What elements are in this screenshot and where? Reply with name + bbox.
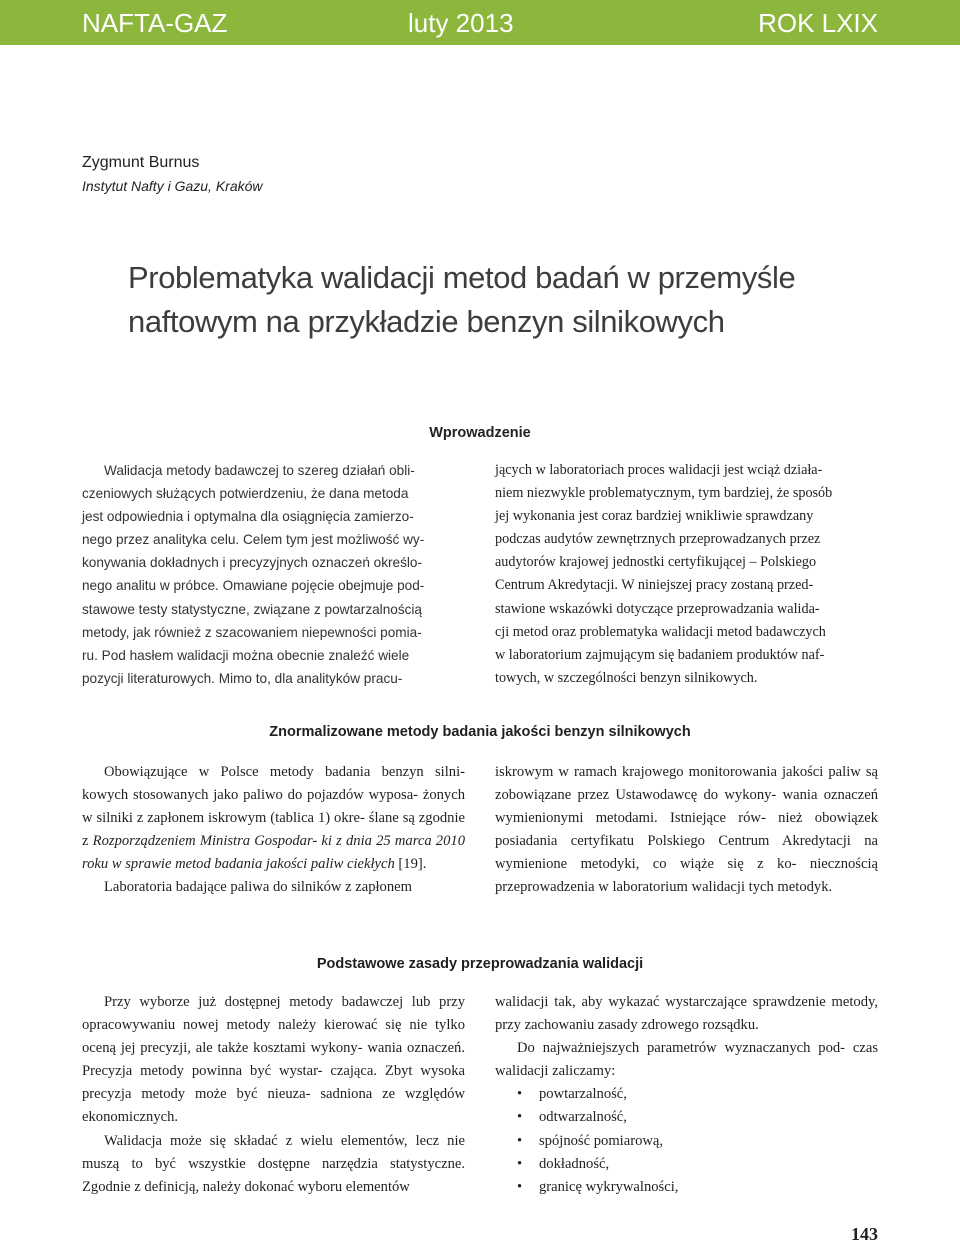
intro-left-line: czeniowych służących potwierdzeniu, że dana metoda [82, 486, 409, 502]
section-heading-intro: Wprowadzenie [429, 425, 531, 441]
methods-left-paragraph-2: Laboratoria badające paliwa do silników z zapłonem [104, 879, 412, 896]
methods-text: Obowiązujące w Polsce metody badania benzyn silni- kowych stosowanych jako paliwo do pojazdów wyposa- żonych w silniki z zapłonem iskrowym (tablica 1) okre- ślane są zgodnie z [82, 764, 465, 850]
rules-left-paragraph: Walidacja może się składać z wielu elementów, lecz nie muszą to być wszystkie dostępne narzędzia statystyczne. Zgodnie z definicją, należy dokonać wyboru elementów [82, 1132, 465, 1195]
intro-right-line: podczas audytów zewnętrznych przeprowadzanych przez [495, 531, 821, 548]
list-item [495, 1130, 878, 1153]
list-item [495, 1083, 878, 1106]
journal-name: NAFTA-GAZ [82, 8, 228, 38]
regulation-citation: Rozporządzeniem Ministra Gospodar- ki z dnia 25 marca 2010 roku w sprawie metod badania jakości paliw ciekłych [82, 833, 465, 873]
rules-right-paragraph: Do najważniejszych parametrów wyznaczanych pod- czas walidacji zaliczamy: [495, 1040, 878, 1080]
rules-right-paragraph: walidacji tak, aby wykazać wystarczające sprawdzenie metody, przy zachowaniu zasady zdrowego rozsądku. [495, 994, 878, 1034]
rules-left-column [82, 991, 465, 1199]
article-title [128, 256, 908, 344]
methods-left-paragraph [82, 761, 465, 876]
intro-left-column [82, 459, 465, 690]
author-affiliation: Instytut Nafty i Gazu, Kraków [82, 178, 263, 194]
bullet-icon: • [517, 1086, 523, 1103]
page-number: 143 [851, 1224, 878, 1244]
intro-left-line: Walidacja metody badawczej to szereg działań obli- [104, 463, 415, 478]
rules-left-paragraph: Przy wyborze już dostępnej metody badawczej lub przy opracowywaniu nowej metody należy kierować się nie tylko oceną jej precyzji, ale także kosztami wykony- wania oznaczeń. Precyzja metody powinna być wystar- czająca. Zbyt wysoka precyzja metody może być nieuza- sadniona ze względów ekonomicznych. [82, 994, 465, 1126]
journal-header-bar [0, 0, 960, 45]
methods-right-paragraph: iskrowym w ramach krajowego monitorowania jakości paliw są zobowiązane przez Ustawodawcę do wykony- wania oznaczeń wymienionymi metodami. Istniejące rów- nież obowiązek posiadania certyfikatu Polskiego Centrum Akredytacji na wymienione metodyki, co wiąże się z ko- niecznością przeprowadzenia w laboratorium walidacji tych metodyk. [495, 764, 878, 896]
list-item-text: spójność pomiarową, [539, 1132, 664, 1149]
list-item-text: odtwarzalność, [539, 1109, 627, 1126]
issue-date: luty 2013 [408, 8, 514, 38]
intro-right-line: w laboratorium zajmującym się badaniem produktów naf- [495, 646, 825, 663]
intro-left-line: pozycji literaturowych. Mimo to, dla analityków pracu- [82, 670, 403, 686]
intro-right-line: jej wykonania jest coraz bardziej wnikliwie sprawdzany [495, 508, 814, 525]
intro-right-line: jących w laboratoriach proces walidacji jest wciąż działa- [495, 462, 823, 478]
list-item [495, 1153, 878, 1176]
bullet-icon: • [517, 1132, 523, 1149]
bullet-icon: • [517, 1178, 523, 1195]
volume-label: ROK LXIX [758, 8, 878, 38]
intro-left-line: metody, jak również z szacowaniem niepewności pomia- [82, 624, 422, 640]
methods-text-ref: [19]. [394, 856, 427, 873]
methods-left-column [82, 761, 465, 900]
intro-left-line: stawowe testy statystyczne, związane z powtarzalnością [82, 601, 422, 617]
methods-right-column [495, 761, 878, 900]
intro-right-line: audytorów krajowej jednostki certyfikującej – Polskiego [495, 554, 817, 571]
intro-left-line: konywania dokładnych i precyzyjnych oznaczeń określo- [82, 555, 423, 571]
list-item-text: granicę wykrywalności, [539, 1178, 679, 1195]
intro-right-line: Centrum Akredytacji. W niniejszej pracy zostaną przed- [495, 577, 814, 594]
validation-parameters-list [495, 1083, 878, 1198]
intro-right-line: niem niezwykle problematycznym, tym bardziej, że sposób [495, 485, 833, 502]
list-item-text: powtarzalność, [539, 1086, 627, 1103]
list-item-text: dokładność, [539, 1155, 610, 1172]
list-item [495, 1106, 878, 1129]
bullet-icon: • [517, 1155, 523, 1172]
title-line-1: Problematyka walidacji metod badań w przemyśle [128, 260, 796, 295]
list-item [495, 1176, 878, 1199]
section-heading-standard-methods: Znormalizowane metody badania jakości benzyn silnikowych [269, 724, 691, 740]
intro-right-column [495, 459, 878, 690]
author-name: Zygmunt Burnus [82, 154, 200, 171]
intro-left-line: nego przez analityka celu. Celem tym jest możliwość wy- [82, 532, 425, 548]
intro-left-line: ru. Pod hasłem walidacji można obecnie znaleźć wiele [82, 647, 410, 663]
rules-right-column [495, 991, 878, 1199]
intro-right-line: cji metod oraz problematyka walidacji metod badawczych [495, 623, 826, 640]
intro-left-line: nego analitu w próbce. Omawiane pojęcie obejmuje pod- [82, 578, 425, 594]
title-line-2: naftowym na przykładzie benzyn silnikowych [128, 304, 725, 339]
intro-right-line: stawione wskazówki dotyczące przeprowadzania walida- [495, 600, 820, 617]
intro-left-line: jest odpowiednia i optymalna dla osiągnięcia zamierzo- [82, 509, 414, 525]
intro-right-line: towych, w szczególności benzyn silnikowych. [495, 669, 758, 686]
bullet-icon: • [517, 1109, 523, 1126]
section-heading-validation-rules: Podstawowe zasady przeprowadzania walidacji [316, 956, 644, 972]
